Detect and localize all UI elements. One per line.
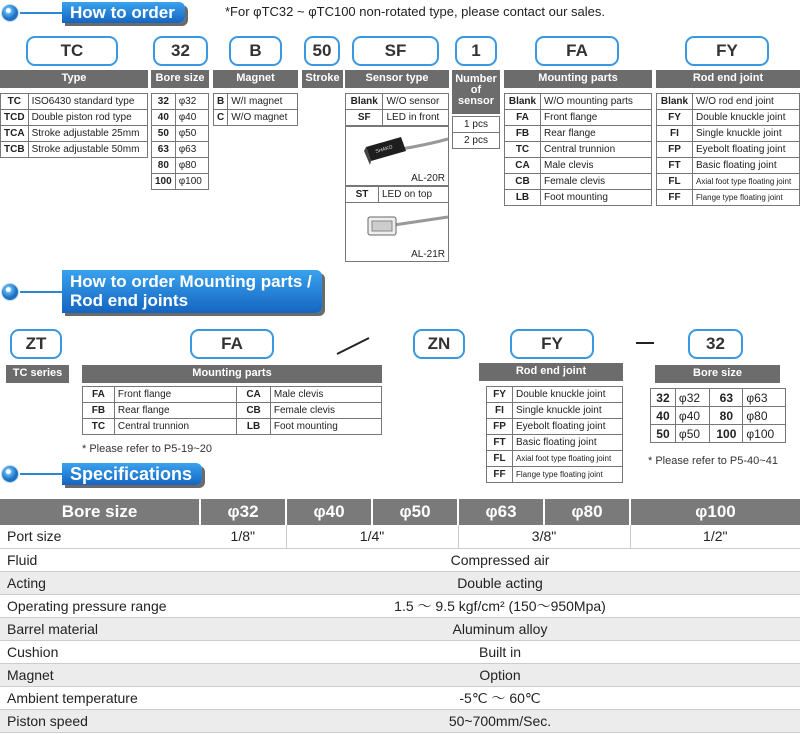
bs-code: 32 bbox=[651, 389, 676, 407]
type-row bbox=[1, 142, 148, 158]
sensor-code-blank: Blank bbox=[346, 94, 383, 110]
bs-desc: φ40 bbox=[675, 407, 709, 425]
spec-value: Aluminum alloy bbox=[200, 617, 800, 640]
mounting-row bbox=[505, 94, 652, 110]
type-desc: Double piston rod type bbox=[28, 110, 147, 126]
bs-row bbox=[651, 425, 786, 443]
label-tc-series: TC series bbox=[6, 365, 69, 383]
spec-port-32: 1/8" bbox=[200, 525, 286, 548]
bs-desc: φ100 bbox=[743, 425, 786, 443]
bore-code: 32 bbox=[152, 94, 176, 110]
code-magnet: B bbox=[229, 36, 282, 66]
spec-value: Compressed air bbox=[200, 548, 800, 571]
bore-code: 63 bbox=[152, 142, 176, 158]
magnet-desc: W/I magnet bbox=[228, 94, 298, 110]
bs-desc: φ63 bbox=[743, 389, 786, 407]
mounting-desc: Rear flange bbox=[541, 126, 652, 142]
bore-desc: φ80 bbox=[175, 158, 208, 174]
bore-code: 80 bbox=[152, 158, 176, 174]
sensor-image-al20r bbox=[345, 126, 449, 186]
bore-row bbox=[152, 174, 209, 190]
bore-desc: φ40 bbox=[175, 110, 208, 126]
bs-row bbox=[651, 407, 786, 425]
spec-label: Cushion bbox=[0, 640, 200, 663]
rj-row bbox=[487, 403, 623, 419]
bs-row bbox=[651, 389, 786, 407]
bullet-icon bbox=[2, 284, 18, 300]
label-bore-size: Bore size bbox=[655, 365, 780, 383]
mp-desc: Male clevis bbox=[270, 387, 381, 403]
specs-title: Specifications bbox=[62, 463, 202, 485]
rj-desc: Basic floating joint bbox=[513, 435, 623, 451]
dash-separator bbox=[636, 342, 654, 344]
rodend-row bbox=[657, 174, 800, 190]
label-rod-end-joint: Rod end joint bbox=[479, 363, 623, 381]
bore-table bbox=[151, 93, 209, 190]
rj-row bbox=[487, 451, 623, 467]
number-1: 1 pcs bbox=[453, 117, 500, 133]
bs-table bbox=[650, 388, 786, 443]
slash-separator bbox=[335, 336, 371, 356]
spec-value: Double acting bbox=[200, 571, 800, 594]
type-desc: ISO6430 standard type bbox=[28, 94, 147, 110]
rodend-desc: Eyebolt floating joint bbox=[693, 142, 800, 158]
magnet-desc: W/O magnet bbox=[228, 110, 298, 126]
mounting-code: LB bbox=[505, 190, 541, 206]
mounting-row bbox=[505, 142, 652, 158]
bullet-icon bbox=[2, 466, 18, 482]
rodend-code: FI bbox=[657, 126, 693, 142]
label-sensor: Sensor type bbox=[345, 70, 449, 88]
code-type: TC bbox=[26, 36, 118, 66]
bore-row bbox=[152, 142, 209, 158]
spec-row bbox=[0, 686, 800, 709]
mp-desc: Central trunnion bbox=[114, 419, 236, 435]
magnet-row bbox=[214, 110, 298, 126]
spec-head-bore: Bore size bbox=[0, 499, 200, 525]
sensor-al20r-caption: AL-20R bbox=[411, 173, 445, 184]
sensor-desc-blank: W/O sensor bbox=[383, 94, 449, 110]
spec-value: Option bbox=[200, 663, 800, 686]
rj-code: FL bbox=[487, 451, 513, 467]
rj-row bbox=[487, 467, 623, 483]
rodend-code: FF bbox=[657, 190, 693, 206]
type-table bbox=[0, 93, 148, 158]
bore-code: 50 bbox=[152, 126, 176, 142]
spec-port-40-50: 1/4" bbox=[286, 525, 458, 548]
bs-code: 50 bbox=[651, 425, 676, 443]
mounting-row bbox=[505, 126, 652, 142]
rodend-row bbox=[657, 142, 800, 158]
rodend-code: FT bbox=[657, 158, 693, 174]
rodend-row bbox=[657, 190, 800, 206]
rj-desc: Single knuckle joint bbox=[513, 403, 623, 419]
spec-row bbox=[0, 640, 800, 663]
sensor-al21r-icon bbox=[346, 203, 450, 251]
mp-code: FB bbox=[83, 403, 115, 419]
spec-label-port: Port size bbox=[0, 525, 200, 548]
mounting-desc: Foot mounting bbox=[541, 190, 652, 206]
section2-title-line1: How to order Mounting parts / bbox=[70, 272, 312, 291]
rodend-table bbox=[656, 93, 800, 206]
mp-code: LB bbox=[237, 419, 271, 435]
spec-value: 1.5 ～ 9.5 kgf/cm² (150～950Mpa) bbox=[200, 594, 800, 617]
spec-head-32: φ32 bbox=[200, 499, 286, 525]
rj-code: FY bbox=[487, 387, 513, 403]
mounting-row bbox=[505, 174, 652, 190]
spec-row bbox=[0, 663, 800, 686]
spec-port-63-80: 3/8" bbox=[458, 525, 630, 548]
how-to-order-header bbox=[2, 2, 185, 23]
rj-code: FT bbox=[487, 435, 513, 451]
type-desc: Stroke adjustable 50mm bbox=[28, 142, 147, 158]
mounting-code: FA bbox=[505, 110, 541, 126]
rodend-row bbox=[657, 94, 800, 110]
section2-title-line2: Rod end joints bbox=[70, 291, 189, 310]
rj-row bbox=[487, 387, 623, 403]
bore-desc: φ50 bbox=[175, 126, 208, 142]
rj-table bbox=[486, 386, 623, 483]
rodend-code: FP bbox=[657, 142, 693, 158]
rodend-row bbox=[657, 158, 800, 174]
mp-desc: Female clevis bbox=[270, 403, 381, 419]
rodend-code: FY bbox=[657, 110, 693, 126]
mounting-desc: Female clevis bbox=[541, 174, 652, 190]
type-row bbox=[1, 126, 148, 142]
mp-code: TC bbox=[83, 419, 115, 435]
code-zt: ZT bbox=[10, 329, 62, 359]
mounting-code: TC bbox=[505, 142, 541, 158]
spec-row bbox=[0, 548, 800, 571]
mp-row bbox=[83, 419, 382, 435]
rj-desc: Double knuckle joint bbox=[513, 387, 623, 403]
label-number: Number of sensor bbox=[452, 70, 500, 114]
specifications-table bbox=[0, 499, 800, 733]
rodend-desc: Single knuckle joint bbox=[693, 126, 800, 142]
rj-row bbox=[487, 419, 623, 435]
bs-code: 40 bbox=[651, 407, 676, 425]
type-code: TCD bbox=[1, 110, 29, 126]
mounting-code: CA bbox=[505, 158, 541, 174]
mp-code: CB bbox=[237, 403, 271, 419]
bs-code: 63 bbox=[710, 389, 743, 407]
type-row bbox=[1, 110, 148, 126]
type-code: TCA bbox=[1, 126, 29, 142]
rj-code: FP bbox=[487, 419, 513, 435]
magnet-code: C bbox=[214, 110, 228, 126]
mp-code: CA bbox=[237, 387, 271, 403]
specifications-header bbox=[2, 463, 202, 485]
mp-desc: Front flange bbox=[114, 387, 236, 403]
code-sensor: SF bbox=[352, 36, 439, 66]
header-note: *For φTC32 ~ φTC100 non-rotated type, please contact our sales. bbox=[225, 4, 605, 19]
spec-label: Piston speed bbox=[0, 709, 200, 732]
label-magnet: Magnet bbox=[213, 70, 298, 88]
rodend-desc: W/O rod end joint bbox=[693, 94, 800, 110]
mounting-desc: Front flange bbox=[541, 110, 652, 126]
sensor-table bbox=[345, 93, 449, 126]
type-row bbox=[1, 94, 148, 110]
spec-value: 50~700mm/Sec. bbox=[200, 709, 800, 732]
mounting-table bbox=[504, 93, 652, 206]
sensor-code-sf: SF bbox=[346, 110, 383, 126]
rodend-desc: Axial foot type floating joint bbox=[693, 174, 800, 190]
mp-row bbox=[83, 403, 382, 419]
code-number: 1 bbox=[455, 36, 497, 66]
rj-desc: Flange type floating joint bbox=[513, 467, 623, 483]
mp-note: * Please refer to P5-19~20 bbox=[82, 443, 212, 455]
sensor-desc-st: LED on top bbox=[379, 187, 449, 203]
type-code: TC bbox=[1, 94, 29, 110]
sensor-image-al21r bbox=[345, 202, 449, 262]
bs-code: 80 bbox=[710, 407, 743, 425]
mounting-row bbox=[505, 158, 652, 174]
rj-row bbox=[487, 435, 623, 451]
magnet-row bbox=[214, 94, 298, 110]
rj-desc: Eyebolt floating joint bbox=[513, 419, 623, 435]
code-bore: 32 bbox=[153, 36, 208, 66]
bore-row bbox=[152, 126, 209, 142]
code-stroke: 50 bbox=[304, 36, 340, 66]
spec-head-40: φ40 bbox=[286, 499, 372, 525]
rj-code: FI bbox=[487, 403, 513, 419]
spec-label: Barrel material bbox=[0, 617, 200, 640]
label-rodend: Rod end joint bbox=[656, 70, 800, 88]
spec-row bbox=[0, 594, 800, 617]
spec-value: -5℃ ～ 60℃ bbox=[200, 686, 800, 709]
rodend-code: FL bbox=[657, 174, 693, 190]
mp-table bbox=[82, 386, 382, 435]
bore-code: 100 bbox=[152, 174, 176, 190]
sensor-code-st: ST bbox=[346, 187, 379, 203]
bore-row bbox=[152, 110, 209, 126]
mp-desc: Rear flange bbox=[114, 403, 236, 419]
rj-code: FF bbox=[487, 467, 513, 483]
rodend-desc: Flange type floating joint bbox=[693, 190, 800, 206]
type-code: TCB bbox=[1, 142, 29, 158]
code-fa: FA bbox=[190, 329, 274, 359]
code-mounting: FA bbox=[535, 36, 619, 66]
bs-desc: φ80 bbox=[743, 407, 786, 425]
bs-note: * Please refer to P5-40~41 bbox=[648, 455, 778, 467]
sensor-desc-sf: LED in front bbox=[383, 110, 449, 126]
bullet-icon bbox=[2, 5, 18, 21]
label-bore: Bore size bbox=[151, 70, 209, 88]
magnet-code: B bbox=[214, 94, 228, 110]
label-type: Type bbox=[0, 70, 148, 88]
spec-label: Operating pressure range bbox=[0, 594, 200, 617]
sensor-al20r-icon bbox=[346, 127, 450, 175]
mp-row bbox=[83, 387, 382, 403]
spec-label: Ambient temperature bbox=[0, 686, 200, 709]
rj-desc: Axial foot type floating joint bbox=[513, 451, 623, 467]
spec-row bbox=[0, 571, 800, 594]
spec-port-100: 1/2" bbox=[630, 525, 800, 548]
mounting-code: CB bbox=[505, 174, 541, 190]
sensor-brand: SHAKO bbox=[374, 144, 394, 155]
spec-label: Acting bbox=[0, 571, 200, 594]
spec-label: Magnet bbox=[0, 663, 200, 686]
rodend-row bbox=[657, 126, 800, 142]
spec-head-50: φ50 bbox=[372, 499, 458, 525]
section-title: How to order bbox=[62, 2, 185, 23]
mounting-code: Blank bbox=[505, 94, 541, 110]
number-2: 2 pcs bbox=[453, 133, 500, 149]
type-desc: Stroke adjustable 25mm bbox=[28, 126, 147, 142]
section2-title bbox=[62, 270, 322, 313]
code-rodend: FY bbox=[685, 36, 769, 66]
bore-row bbox=[152, 94, 209, 110]
bs-code: 100 bbox=[710, 425, 743, 443]
spec-value: Built in bbox=[200, 640, 800, 663]
bore-row bbox=[152, 158, 209, 174]
magnet-table bbox=[213, 93, 298, 126]
rodend-row bbox=[657, 110, 800, 126]
bs-desc: φ50 bbox=[675, 425, 709, 443]
mounting-row bbox=[505, 190, 652, 206]
mounting-row bbox=[505, 110, 652, 126]
rodend-desc: Basic floating joint bbox=[693, 158, 800, 174]
label-stroke: Stroke bbox=[302, 70, 343, 88]
mounting-code: FB bbox=[505, 126, 541, 142]
mounting-desc: Male clevis bbox=[541, 158, 652, 174]
label-mounting-parts: Mounting parts bbox=[82, 365, 382, 383]
bore-desc: φ63 bbox=[175, 142, 208, 158]
number-table bbox=[452, 116, 500, 149]
sensor-al21r-caption: AL-21R bbox=[411, 249, 445, 260]
sensor-table-st bbox=[345, 186, 449, 203]
spec-head-100: φ100 bbox=[630, 499, 800, 525]
rodend-code: Blank bbox=[657, 94, 693, 110]
spec-head-80: φ80 bbox=[544, 499, 630, 525]
mp-code: FA bbox=[83, 387, 115, 403]
code-zn: ZN bbox=[413, 329, 465, 359]
code-bore-32: 32 bbox=[688, 329, 743, 359]
label-mounting: Mounting parts bbox=[504, 70, 652, 88]
rodend-desc: Double knuckle joint bbox=[693, 110, 800, 126]
mounting-desc: W/O mounting parts bbox=[541, 94, 652, 110]
spec-row bbox=[0, 709, 800, 732]
bs-desc: φ32 bbox=[675, 389, 709, 407]
bore-code: 40 bbox=[152, 110, 176, 126]
spec-label: Fluid bbox=[0, 548, 200, 571]
spec-head-63: φ63 bbox=[458, 499, 544, 525]
mp-desc: Foot mounting bbox=[270, 419, 381, 435]
bore-desc: φ100 bbox=[175, 174, 208, 190]
how-to-order-parts-header bbox=[2, 270, 322, 313]
code-fy: FY bbox=[510, 329, 594, 359]
bore-desc: φ32 bbox=[175, 94, 208, 110]
spec-row bbox=[0, 617, 800, 640]
mounting-desc: Central trunnion bbox=[541, 142, 652, 158]
